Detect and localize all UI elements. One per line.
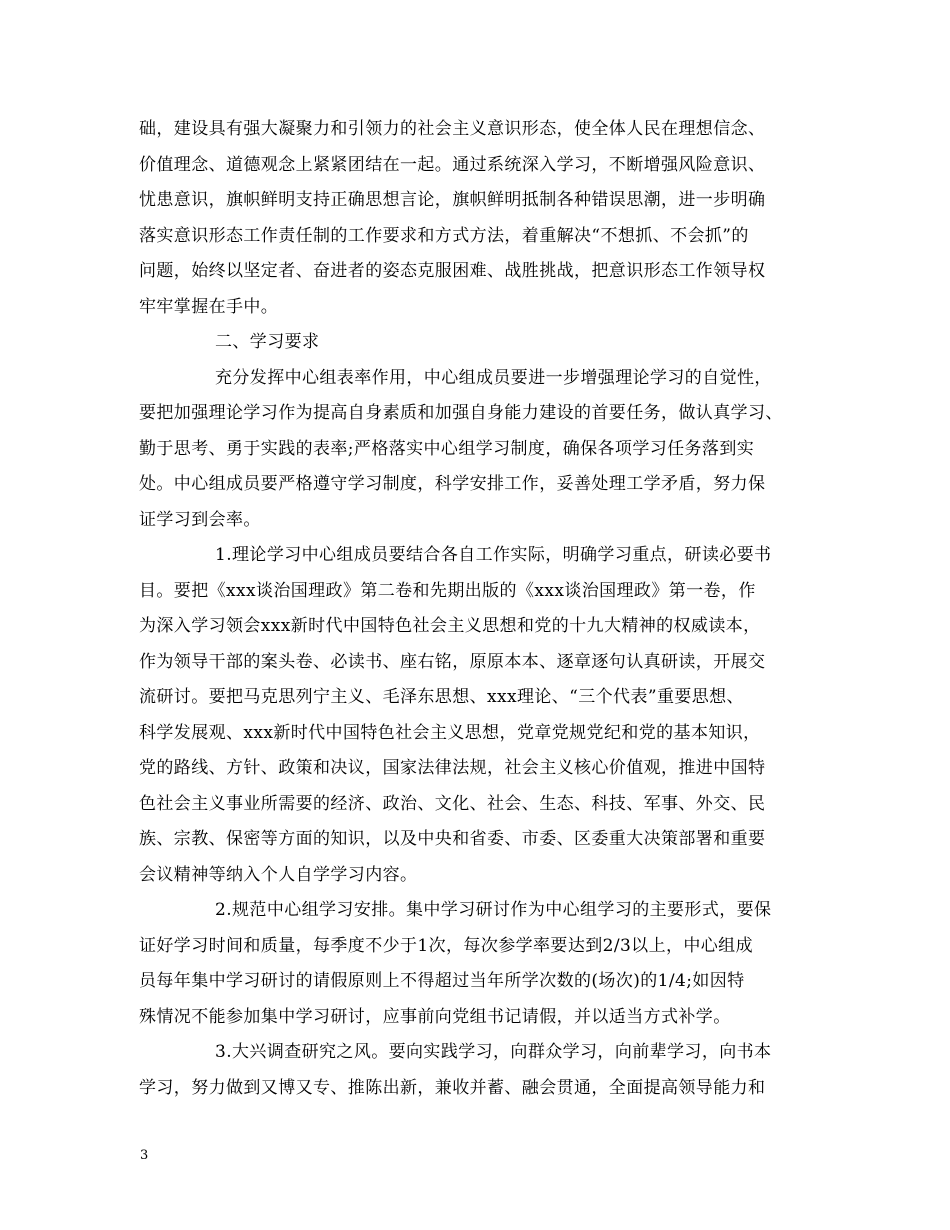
- text-line: 勤于思考、勇于实践的表率;严格落实中心组学习制度，确保各项学习任务落到实: [139, 438, 755, 459]
- text-line: 要把加强理论学习作为提高自身素质和加强自身能力建设的首要任务，做认真学习、: [139, 403, 783, 423]
- text-line: 作为领导干部的案头卷、必读书、座右铭，原原本本、逐章逐句认真研读，开展交: [139, 651, 766, 672]
- text-line: 学习，努力做到又博又专、推陈出新，兼收并蓄、融会贯通，全面提高领导能力和: [139, 1077, 766, 1098]
- text-line: 目。要把《xxx谈治国理政》第二卷和先期出版的《xxx谈治国理政》第一卷，作: [139, 580, 756, 601]
- text-line: 殊情况不能参加集中学习研讨，应事前向党组书记请假，并以适当方式补学。: [139, 1006, 731, 1027]
- text-line: 员每年集中学习研讨的请假原则上不得超过当年所学次数的(场次)的1/4;如因特: [139, 971, 745, 991]
- text-line: 落实意识形态工作责任制的工作要求和方式方法，着重解决“不想抓、不会抓”的: [139, 225, 749, 246]
- text-line: 流研讨。要把马克思列宁主义、毛泽东思想、xxx理论、“三个代表”重要思想、: [139, 687, 744, 707]
- text-line: 价值理念、道德观念上紧紧团结在一起。通过系统深入学习，不断增强风险意识、: [139, 154, 766, 175]
- paragraph-first-line: 二、学习要求: [215, 332, 320, 352]
- text-line: 处。中心组成员要严格遵守学习制度，科学安排工作，妥善处理工学矛盾，努力保: [139, 474, 766, 494]
- text-line: 会议精神等纳入个人自学学习内容。: [139, 864, 418, 885]
- paragraph-first-line: 2.规范中心组学习安排。集中学习研讨作为中心组学习的主要形式，要保: [215, 900, 772, 920]
- text-line: 忧患意识，旗帜鲜明支持正确思想言论，旗帜鲜明抵制各种错误思潮，进一步明确: [139, 190, 766, 210]
- paragraph-first-line: 充分发挥中心组表率作用，中心组成员要进一步增强理论学习的自觉性，: [215, 367, 772, 388]
- text-line: 为深入学习领会xxx新时代中国特色社会主义思想和党的十九大精神的权威读本，: [139, 616, 761, 636]
- page-number: 3: [140, 1148, 149, 1163]
- text-line: 牢牢掌握在手中。: [139, 296, 279, 317]
- text-line: 族、宗教、保密等方面的知识，以及中央和省委、市委、区委重大决策部署和重要: [139, 829, 766, 849]
- text-line: 问题，始终以坚定者、奋进者的姿态克服困难、战胜挑战，把意识形态工作领导权: [139, 261, 766, 281]
- paragraph-first-line: 1.理论学习中心组成员要结合各自工作实际，明确学习重点，研读必要书: [215, 545, 772, 565]
- text-line: 证学习到会率。: [139, 509, 261, 530]
- text-line: 色社会主义事业所需要的经济、政治、文化、社会、生态、科技、军事、外交、民: [139, 793, 766, 814]
- text-line: 党的路线、方针、政策和决议，国家法律法规，社会主义核心价值观，推进中国特: [139, 758, 766, 778]
- body-text: [139, 112, 819, 1106]
- text-line: 础，建设具有强大凝聚力和引领力的社会主义意识形态，使全体人民在理想信念、: [139, 119, 766, 139]
- text-line: 证好学习时间和质量，每季度不少于1次，每次参学率要达到2/3以上，中心组成: [139, 935, 753, 956]
- paragraph-first-line: 3.大兴调查研究之风。要向实践学习，向群众学习，向前辈学习，向书本: [215, 1042, 772, 1062]
- text-line: 科学发展观、xxx新时代中国特色社会主义思想，党章党规党纪和党的基本知识，: [139, 722, 761, 743]
